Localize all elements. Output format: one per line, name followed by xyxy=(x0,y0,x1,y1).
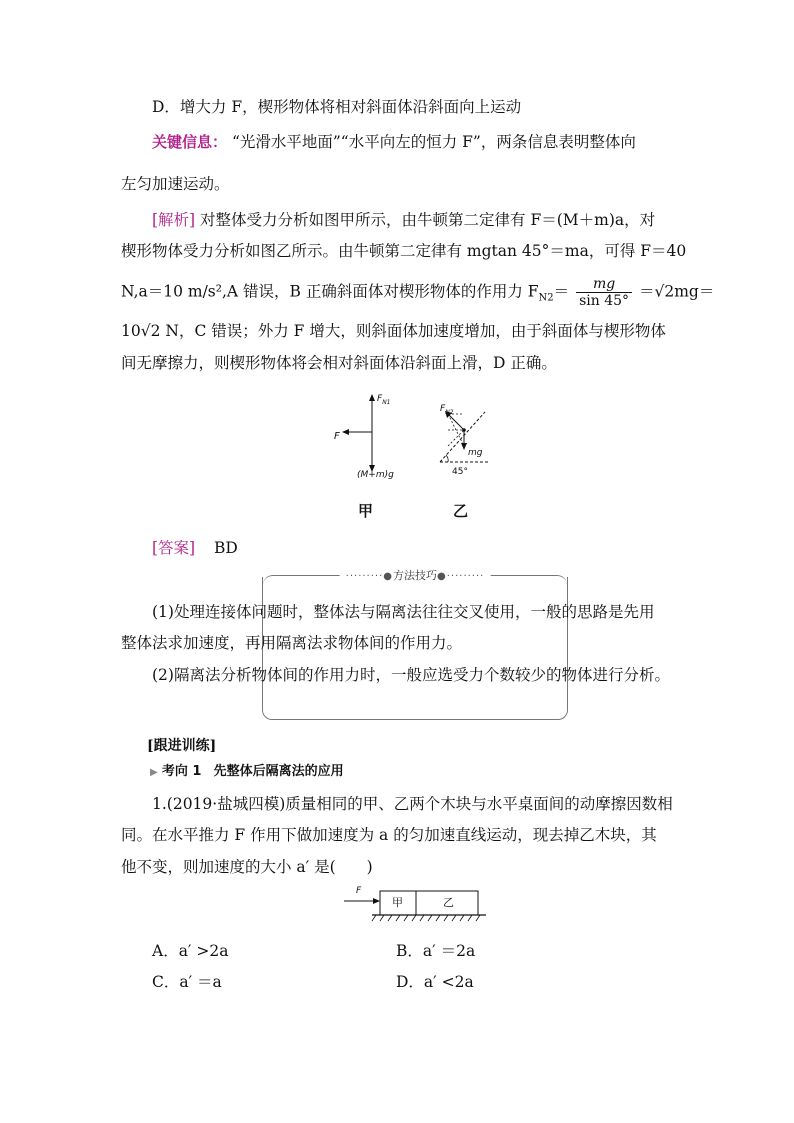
caption-jia: 甲 xyxy=(358,502,374,520)
method-p1a: (1)处理连接体问题时，整体法与隔离法往往交叉使用，一般的思路是先用 xyxy=(152,603,655,621)
fn2-subscript: N2 xyxy=(538,292,554,304)
answer-label: [答案] xyxy=(152,539,196,557)
direction-num: 考向 1 xyxy=(161,764,202,779)
weight-label: (M+m)g xyxy=(357,470,394,480)
option-b: B．a′ ＝2a xyxy=(396,942,476,960)
analysis-label: [解析] xyxy=(152,211,196,229)
analysis-eq: ＝ xyxy=(553,282,570,301)
fraction-mg-sin45 xyxy=(576,276,632,309)
f-label-fig1: F xyxy=(334,431,340,442)
answer-value: BD xyxy=(214,539,238,557)
question-line3: 他不变，则加速度的大小 a′ 是( ) xyxy=(121,858,373,876)
key-info-text1: “光滑水平地面”“水平向左的恒力 F”，两条信息表明整体向 xyxy=(231,133,636,151)
key-info-text2: 左匀加速运动。 xyxy=(121,175,230,193)
option-d-q: D．a′ <2a xyxy=(396,973,474,991)
fraction-numerator: mg xyxy=(576,276,632,293)
direction-title: 先整体后隔离法的应用 xyxy=(213,764,344,779)
key-info-label: 关键信息： xyxy=(152,133,228,151)
method-title: ·········●方法技巧●········· xyxy=(340,567,491,583)
question-line2: 同。在水平推力 F 作用下做加速度为 a 的匀加速直线运动，现去掉乙木块，其 xyxy=(121,826,657,844)
key-info-line1 xyxy=(152,131,636,153)
analysis-text3a: N,a＝10 m/s²,A 错误，B 正确斜面体对楔形物体的作用力 F xyxy=(121,282,539,301)
training-label: [跟进训练] xyxy=(147,738,217,754)
answer-line xyxy=(152,537,238,559)
method-p1b: 整体法求加速度，再用隔离法求物体间的作用力。 xyxy=(121,634,463,652)
question-line1: 1.(2019·盐城四模)质量相同的甲、乙两个木块与水平桌面间的动摩擦因数相 xyxy=(152,795,673,813)
blocks-diagram xyxy=(340,885,490,927)
analysis-line1 xyxy=(152,209,655,231)
fraction-denominator: sin 45° xyxy=(579,293,630,309)
analysis-line5: 间无摩擦力，则楔形物体将会相对斜面体沿斜面上滑，D 正确。 xyxy=(121,354,557,372)
caption-yi: 乙 xyxy=(453,502,469,520)
analysis-line4: 10√2 N，C 错误；外力 F 增大，则斜面体加速度增加，由于斜面体与楔形物体 xyxy=(121,322,666,340)
analysis-text3b: ＝√2mg＝ xyxy=(639,282,715,301)
analysis-line2: 楔形物体受力分析如图乙所示。由牛顿第二定律有 mgtan 45°＝ma，可得 F＝40 xyxy=(121,242,687,260)
direction-line xyxy=(150,761,344,784)
block-jia: 甲 xyxy=(392,896,403,909)
option-a: A．a′ >2a xyxy=(152,942,229,960)
option-d: D．增大力 F，楔形物体将相对斜面体沿斜面向上运动 xyxy=(152,98,522,116)
method-p2: (2)隔离法分析物体间的作用力时，一般应选受力个数较少的物体进行分析。 xyxy=(152,666,670,684)
block-yi: 乙 xyxy=(443,896,454,909)
analysis-text1: 对整体受力分析如图甲所示，由牛顿第二定律有 F＝(M＋m)a，对 xyxy=(200,211,656,229)
block-f-label: F xyxy=(356,886,362,896)
mg-label: mg xyxy=(468,448,483,458)
fn1-label: $F_{N1}$ xyxy=(377,394,391,406)
option-c: C．a′ ＝a xyxy=(152,973,222,991)
analysis-line3 xyxy=(121,276,714,310)
triangle-icon: ▶ xyxy=(150,767,158,778)
fn2-label: $F_{N2}$ xyxy=(440,404,454,416)
angle-label: 45° xyxy=(452,467,468,477)
